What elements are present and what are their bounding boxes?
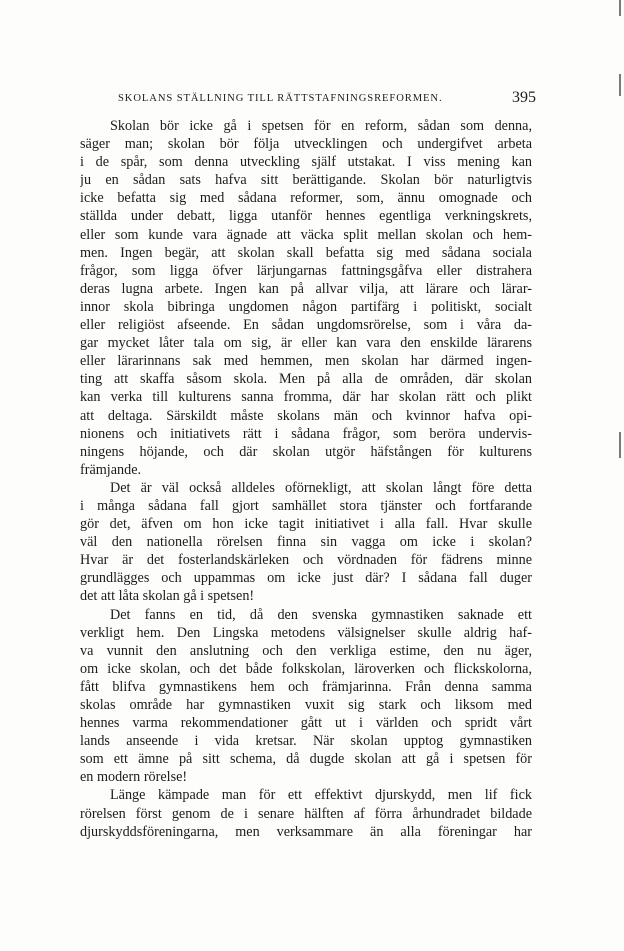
text-line: verkligt hem. Den Lingska metodens välsignelser skulle aldrig haf- xyxy=(80,624,532,641)
text-line: kan verka till kulturens sanna fromma, där har skolan rätt och plikt xyxy=(80,389,532,406)
text-line: gar mycket låter tala om sig, är eller kan vara den enskilde lärarens xyxy=(80,335,532,352)
text-line: om icke skolan, och det både folkskolan, läroverken och flickskolorna, xyxy=(80,660,532,677)
running-head: SKOLANS STÄLLNING TILL RÄTTSTAFNINGSREFORMEN. xyxy=(118,93,443,104)
text-line: gör det, äfven om hon icke tagit initiativet i alla fall. Hvar skulle xyxy=(80,516,532,533)
body-text xyxy=(80,117,532,841)
text-line: rörelsen först genom de i senare hälften af förra århundradet bildade xyxy=(80,805,532,822)
page-number: 395 xyxy=(512,89,536,106)
text-line: grundlägges och uppammas om icke just där? I sådana fall duger xyxy=(80,570,532,587)
text-line: frågor, som ligga öfver lärjungarnas fattningsgåfva eller distrahera xyxy=(80,262,532,279)
text-line: ningens höjande, och där skolan utgör häfstången för kulturens xyxy=(80,443,532,460)
text-line: deras lugna arbete. Ingen kan på allvar vilja, att lärare och lärar- xyxy=(80,280,532,297)
text-line: ting att skaffa såsom skola. Men på alla de områden, där skolan xyxy=(80,371,532,388)
page-header xyxy=(118,89,536,109)
text-line: i de spår, som denna utveckling själf utstakat. I viss mening kan xyxy=(80,154,532,171)
text-line: icke befatta sig med sådana reformer, som, ännu omognade och xyxy=(80,190,532,207)
text-line: Länge kämpade man för ett effektivt djurskydd, men lif fick xyxy=(110,787,532,804)
text-line: Det är väl också alldeles oförnekligt, att skolan långt före detta xyxy=(110,479,532,496)
text-line: som ett ämne på sitt schema, då dugde skolan att gå i spetsen för xyxy=(80,751,532,768)
text-line: djurskyddsföreningarna, men verksammare än alla föreningar har xyxy=(80,823,532,840)
text-line: skolas område har gymnastiken vuxit sig stark och liksom med xyxy=(80,697,532,713)
text-line: väl den nationella rörelsen finna sin vagga om icke i skolan? xyxy=(80,534,532,551)
scan-edge-mark xyxy=(619,74,621,96)
text-line: främjande. xyxy=(80,461,142,478)
text-line: va vunnit den anslutning och den verkliga estime, den nu äger, xyxy=(80,642,532,659)
text-line: eller lärarinnans sak med hemmen, men skolan har därmed ingen- xyxy=(80,353,532,370)
scan-edge-mark xyxy=(619,0,621,16)
text-line: nionens och initiativets rätt i sådana frågor, som beröra undervis- xyxy=(80,425,532,442)
text-line: Det fanns en tid, då den svenska gymnastiken saknade ett xyxy=(110,606,532,623)
text-line: det att låta skolan gå i spetsen! xyxy=(80,588,255,605)
text-line: säger man; skolan bör följa utvecklingen och undergifvet arbeta xyxy=(80,136,532,153)
text-line: Hvar är det fosterlandskärleken och vördnaden för fädrens minne xyxy=(80,552,532,569)
text-line: fått blifva gymnastikens hem och främjarinna. Från denna samma xyxy=(80,678,532,695)
text-line: men. Ingen begär, att skolan skall befatta sig med sådana sociala xyxy=(80,244,532,261)
text-line: innor skola bibringa ungdomen någon partifärg i politiskt, socialt xyxy=(80,298,532,315)
text-line: ju en sådan sats hafva sitt berättigande. Skolan bör naturligtvis xyxy=(80,172,532,189)
text-line: eller som kunde vara ägnade att väcka split mellan skolan och hem- xyxy=(80,226,532,243)
text-line: lands anseende i vida kretsar. När skolan upptog gymnastiken xyxy=(80,733,532,750)
scan-edge-mark xyxy=(619,432,621,458)
text-line: ställda under debatt, ligga utanför hennes egentliga verkningskrets, xyxy=(80,208,532,225)
text-line: en modern rörelse! xyxy=(80,769,188,786)
text-line: Skolan bör icke gå i spetsen för en reform, sådan som denna, xyxy=(110,118,532,134)
text-line: hennes varma rekommendationer gått ut i världen och spridt vårt xyxy=(80,715,532,732)
text-line: att deltaga. Särskildt måste skolans män och kvinnor hafva opi- xyxy=(80,407,532,424)
text-line: i många sådana fall gjort samhället stora tjänster och fortfarande xyxy=(80,497,532,514)
text-line: eller religiöst afseende. En sådan ungdomsrörelse, som i våra da- xyxy=(80,317,532,334)
